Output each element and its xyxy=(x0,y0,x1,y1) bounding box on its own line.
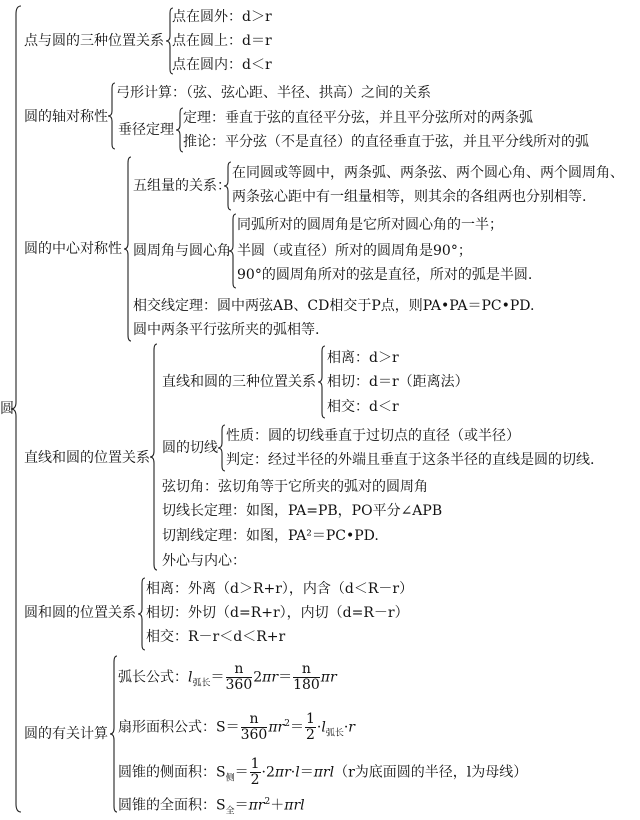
s1-item: 点在圆上：d＝r xyxy=(172,33,272,49)
s2-title: 圆的轴对称性 xyxy=(24,109,108,125)
five-item: 在同圆或等圆中，两条弧、两条弦、两个圆心角、两个圆周角、 xyxy=(232,165,624,181)
s5-title: 圆和圆的位置关系 xyxy=(24,605,136,621)
perp-item: 推论：平分弦（不是直径）的直径垂直于弦，并且平分线所对的弧 xyxy=(183,134,589,150)
tangent-brace xyxy=(218,425,226,471)
s5-item: 相切：外切（d=R+r），内切（d=R－r） xyxy=(146,605,409,621)
s1-title: 点与圆的三种位置关系 xyxy=(24,33,164,49)
tangent-length: 切线长定理：如图，PA=PB，PO平分∠APB xyxy=(162,503,443,519)
s6-brace xyxy=(110,656,118,812)
s2-brace xyxy=(108,83,116,149)
three-item: 相离：d＞r xyxy=(327,350,399,366)
five-item: 两条弦心距中有一组量相等，则其余的各组两也分别相等. xyxy=(232,189,587,205)
angle-item: 同弧所对的圆周角是它所对圆心角的一半； xyxy=(237,217,503,233)
secant-theorem: 切割线定理：如图，PA²＝PC•PD. xyxy=(162,528,379,544)
s5-item: 相交：R－r＜d＜R+r xyxy=(146,629,286,645)
five-title: 五组量的关系： xyxy=(133,178,231,194)
centers: 外心与内心： xyxy=(162,553,246,569)
arc-formula: 弧长公式：$l_{弧长}=$ $\frac{n}{360}$ 2πr＝ $\frac{n}{180}$ πr xyxy=(118,661,337,693)
angle-item: 90°的圆周角所对的弦是直径，所对的弧是半圆. xyxy=(237,267,533,283)
angle-item: 半圆（或直径）所对的圆周角是90°； xyxy=(237,243,472,259)
chord-tangent-angle: 弦切角：弦切角等于它所夹的弧对的圆周角 xyxy=(162,479,428,495)
s6-title: 圆的有关计算 xyxy=(24,726,108,742)
s1-item: 点在圆外：d＞r xyxy=(172,9,272,25)
three-brace xyxy=(318,346,326,418)
root-label: 圆 xyxy=(0,401,14,417)
s4-brace xyxy=(150,344,158,570)
s5-brace xyxy=(138,578,146,650)
angle-title: 圆周角与圆心角 xyxy=(133,243,231,259)
s1-item: 点在圆内：d＜r xyxy=(172,57,272,73)
s3-title: 圆的中心对称性 xyxy=(24,241,122,257)
three-item: 相交：d＜r xyxy=(327,399,399,415)
tangent-item: 判定：经过半径的外端且垂直于这条半径的直线是圆的切线. xyxy=(226,452,595,468)
s4-title: 直线和圆的位置关系 xyxy=(24,450,150,466)
parallel-chords: 圆中两条平行弦所夹的弧相等. xyxy=(133,322,320,338)
total-area: 圆锥的全面积：$S_全=\pi r^2+\pi rl$ xyxy=(118,797,305,817)
s3-brace xyxy=(124,157,132,341)
chord-theorem: 相交线定理：圆中两弦AB、CD相交于P点，则PA•PA＝PC•PD. xyxy=(133,298,535,314)
tangent-item: 性质：圆的切线垂直于过切点的直径（或半径） xyxy=(226,428,520,444)
tangent-title: 圆的切线 xyxy=(162,440,218,456)
perp-title: 垂径定理 xyxy=(118,122,174,138)
three-item: 相切：d＝r（距离法） xyxy=(327,374,469,390)
perp-item: 定理：垂直于弦的直径平分弦，并且平分弦所对的两条弧 xyxy=(183,110,533,126)
three-title: 直线和圆的三种位置关系 xyxy=(162,374,316,390)
bow-calc: 弓形计算：（弦、弦心距、半径、拱高）之间的关系 xyxy=(116,85,431,101)
s5-item: 相离：外离（d＞R+r），内含（d＜R－r） xyxy=(146,581,414,597)
lateral-area: 圆锥的侧面积：$S_侧=$ $\frac{1}{2}$ ·2πr·l＝πrl（r为底面圆的半径，l为母线） xyxy=(118,756,528,788)
sector-formula: 扇形面积公式：S＝ $\frac{n}{360}$ $\pi r^2=$ $\frac{1}{2}$ $\cdot l_{弧长}\cdot r$ xyxy=(118,711,355,743)
